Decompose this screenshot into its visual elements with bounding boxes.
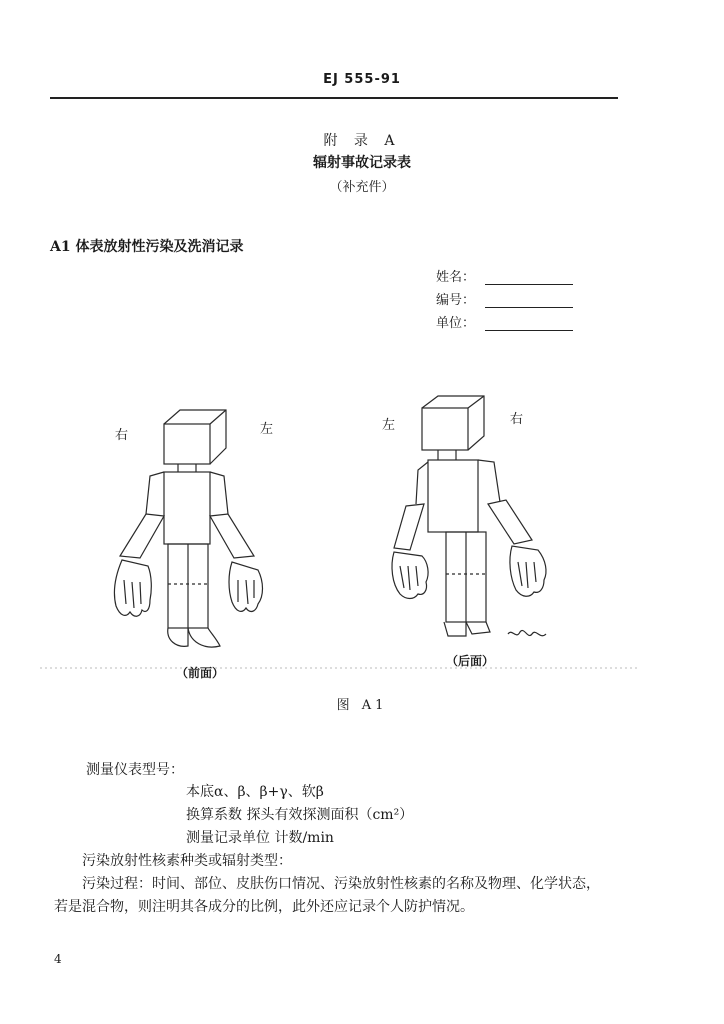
standard-code: EJ 555-91 — [323, 72, 401, 87]
id-field-label: 编号： — [436, 293, 476, 308]
section-heading: A1 体表放射性污染及洗消记录 — [50, 239, 244, 255]
unit-line: 测量记录单位 计数/min — [186, 830, 334, 846]
figure-caption: 图 A1 — [336, 698, 388, 713]
contamination-type: 污染放射性核素种类或辐射类型： — [82, 853, 292, 869]
process-line-1: 污染过程：时间、部位、皮肤伤口情况、污染放射性核素的名称及物理、化学状态， — [82, 876, 600, 892]
name-field-label: 姓名： — [436, 270, 476, 285]
process-line-2: 若是混合物，则注明其各成分的比例，此外还应记录个人防护情况。 — [54, 899, 474, 915]
appendix-title: 附 录 A — [323, 133, 401, 149]
back-caption: （后面） — [446, 654, 495, 668]
form-title: 辐射事故记录表 — [313, 155, 411, 171]
front-left-label: 左 — [260, 422, 274, 437]
page-number: 4 — [54, 952, 62, 966]
front-figure — [114, 410, 262, 647]
conversion-line: 换算系数 探头有效探测面积（cm²） — [186, 807, 414, 823]
front-caption: （前面） — [176, 666, 225, 680]
background-line: 本底α、β、β+γ、软β — [186, 784, 324, 800]
back-right-label: 右 — [510, 412, 524, 427]
back-left-label: 左 — [382, 418, 396, 433]
supplement-note: （补充件） — [329, 180, 395, 195]
unit-field-label: 单位： — [436, 316, 476, 331]
instrument-label: 测量仪表型号： — [86, 762, 184, 778]
front-right-label: 右 — [115, 428, 129, 443]
back-figure — [392, 396, 546, 636]
